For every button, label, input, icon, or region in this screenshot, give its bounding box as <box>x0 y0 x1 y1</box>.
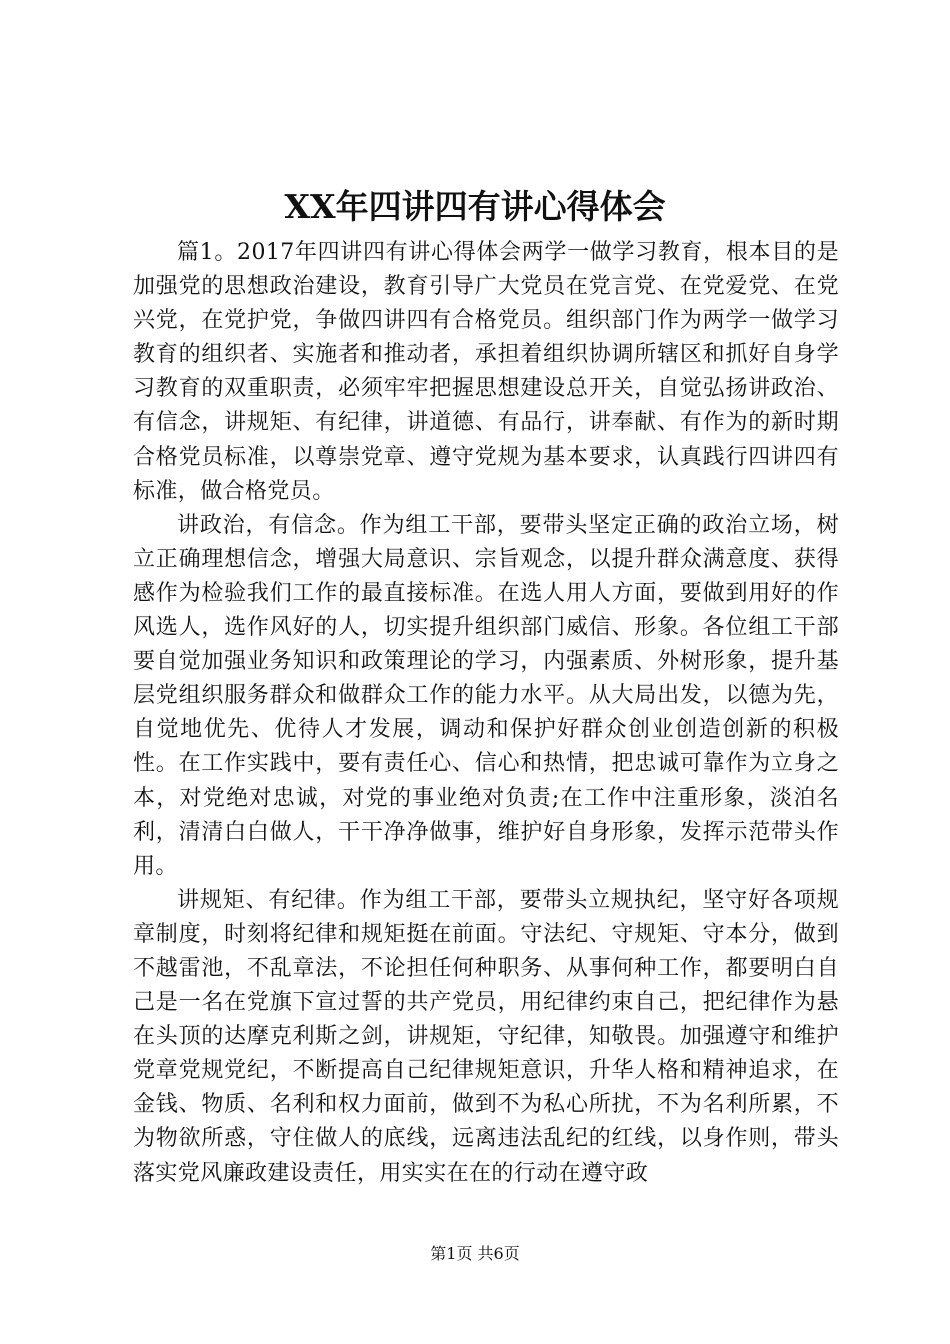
page-number-footer: 第1页 共6页 <box>430 1244 520 1263</box>
document-title: XX年四讲四有讲心得体会 <box>284 187 666 226</box>
paragraph-3: 讲规矩、有纪律。作为组工干部，要带头立规执纪，坚守好各项规章制度，时刻将纪律和规矩挺在前面。守法纪、守规矩、守本分，做到不越雷池，不乱章法，不论担任何种职务、从事何种工作，都要明白自己是一名在党旗下宣过誓的共产党员，用纪律约束自己，把纪律作为悬在头顶的达摩克利斯之剑，讲规矩，守纪律，知敬畏。加强遵守和维护党章党规党纪，不断提高自己纪律规矩意识，升华人格和精神追求，在金钱、物质、名利和权力面前，做到不为私心所扰，不为名利所累，不为物欲所惑，守住做人的底线，远离违法乱纪的红线，以身作则，带头落实党风廉政建设责任，用实实在在的行动在遵守政 <box>133 887 839 1186</box>
paragraph-1: 篇1。2017年四讲四有讲心得体会两学一做学习教育，根本目的是加强党的思想政治建设，教育引导广大党员在党言党、在党爱党、在党兴党，在党护党，争做四讲四有合格党员。组织部门作为两学一做学习教育的组织者、实施者和推动者，承担着组织协调所辖区和抓好自身学习教育的双重职责，必须牢牢把握思想建设总开关，自觉弘扬讲政治、有信念，讲规矩、有纪律，讲道德、有品行，讲奉献、有作为的新时期合格党员标准，以尊崇党章、遵守党规为基本要求，认真践行四讲四有标准，做合格党员。 <box>133 240 839 504</box>
document-body <box>133 236 839 1191</box>
paragraph-2: 讲政治，有信念。作为组工干部，要带头坚定正确的政治立场，树立正确理想信念，增强大局意识、宗旨观念，以提升群众满意度、获得感作为检验我们工作的最直接标准。在选人用人方面，要做到用好的作风选人，选作风好的人，切实提升组织部门威信、形象。各位组工干部要自觉加强业务知识和政策理论的学习，内强素质、外树形象，提升基层党组织服务群众和做群众工作的能力水平。从大局出发，以德为先，自觉地优先、优待人才发展，调动和保护好群众创业创造创新的积极性。在工作实践中，要有责任心、信心和热情，把忠诚可靠作为立身之本，对党绝对忠诚，对党的事业绝对负责;在工作中注重形象，淡泊名利，清清白白做人，干干净净做事，维护好自身形象，发挥示范带头作用。 <box>133 512 839 879</box>
